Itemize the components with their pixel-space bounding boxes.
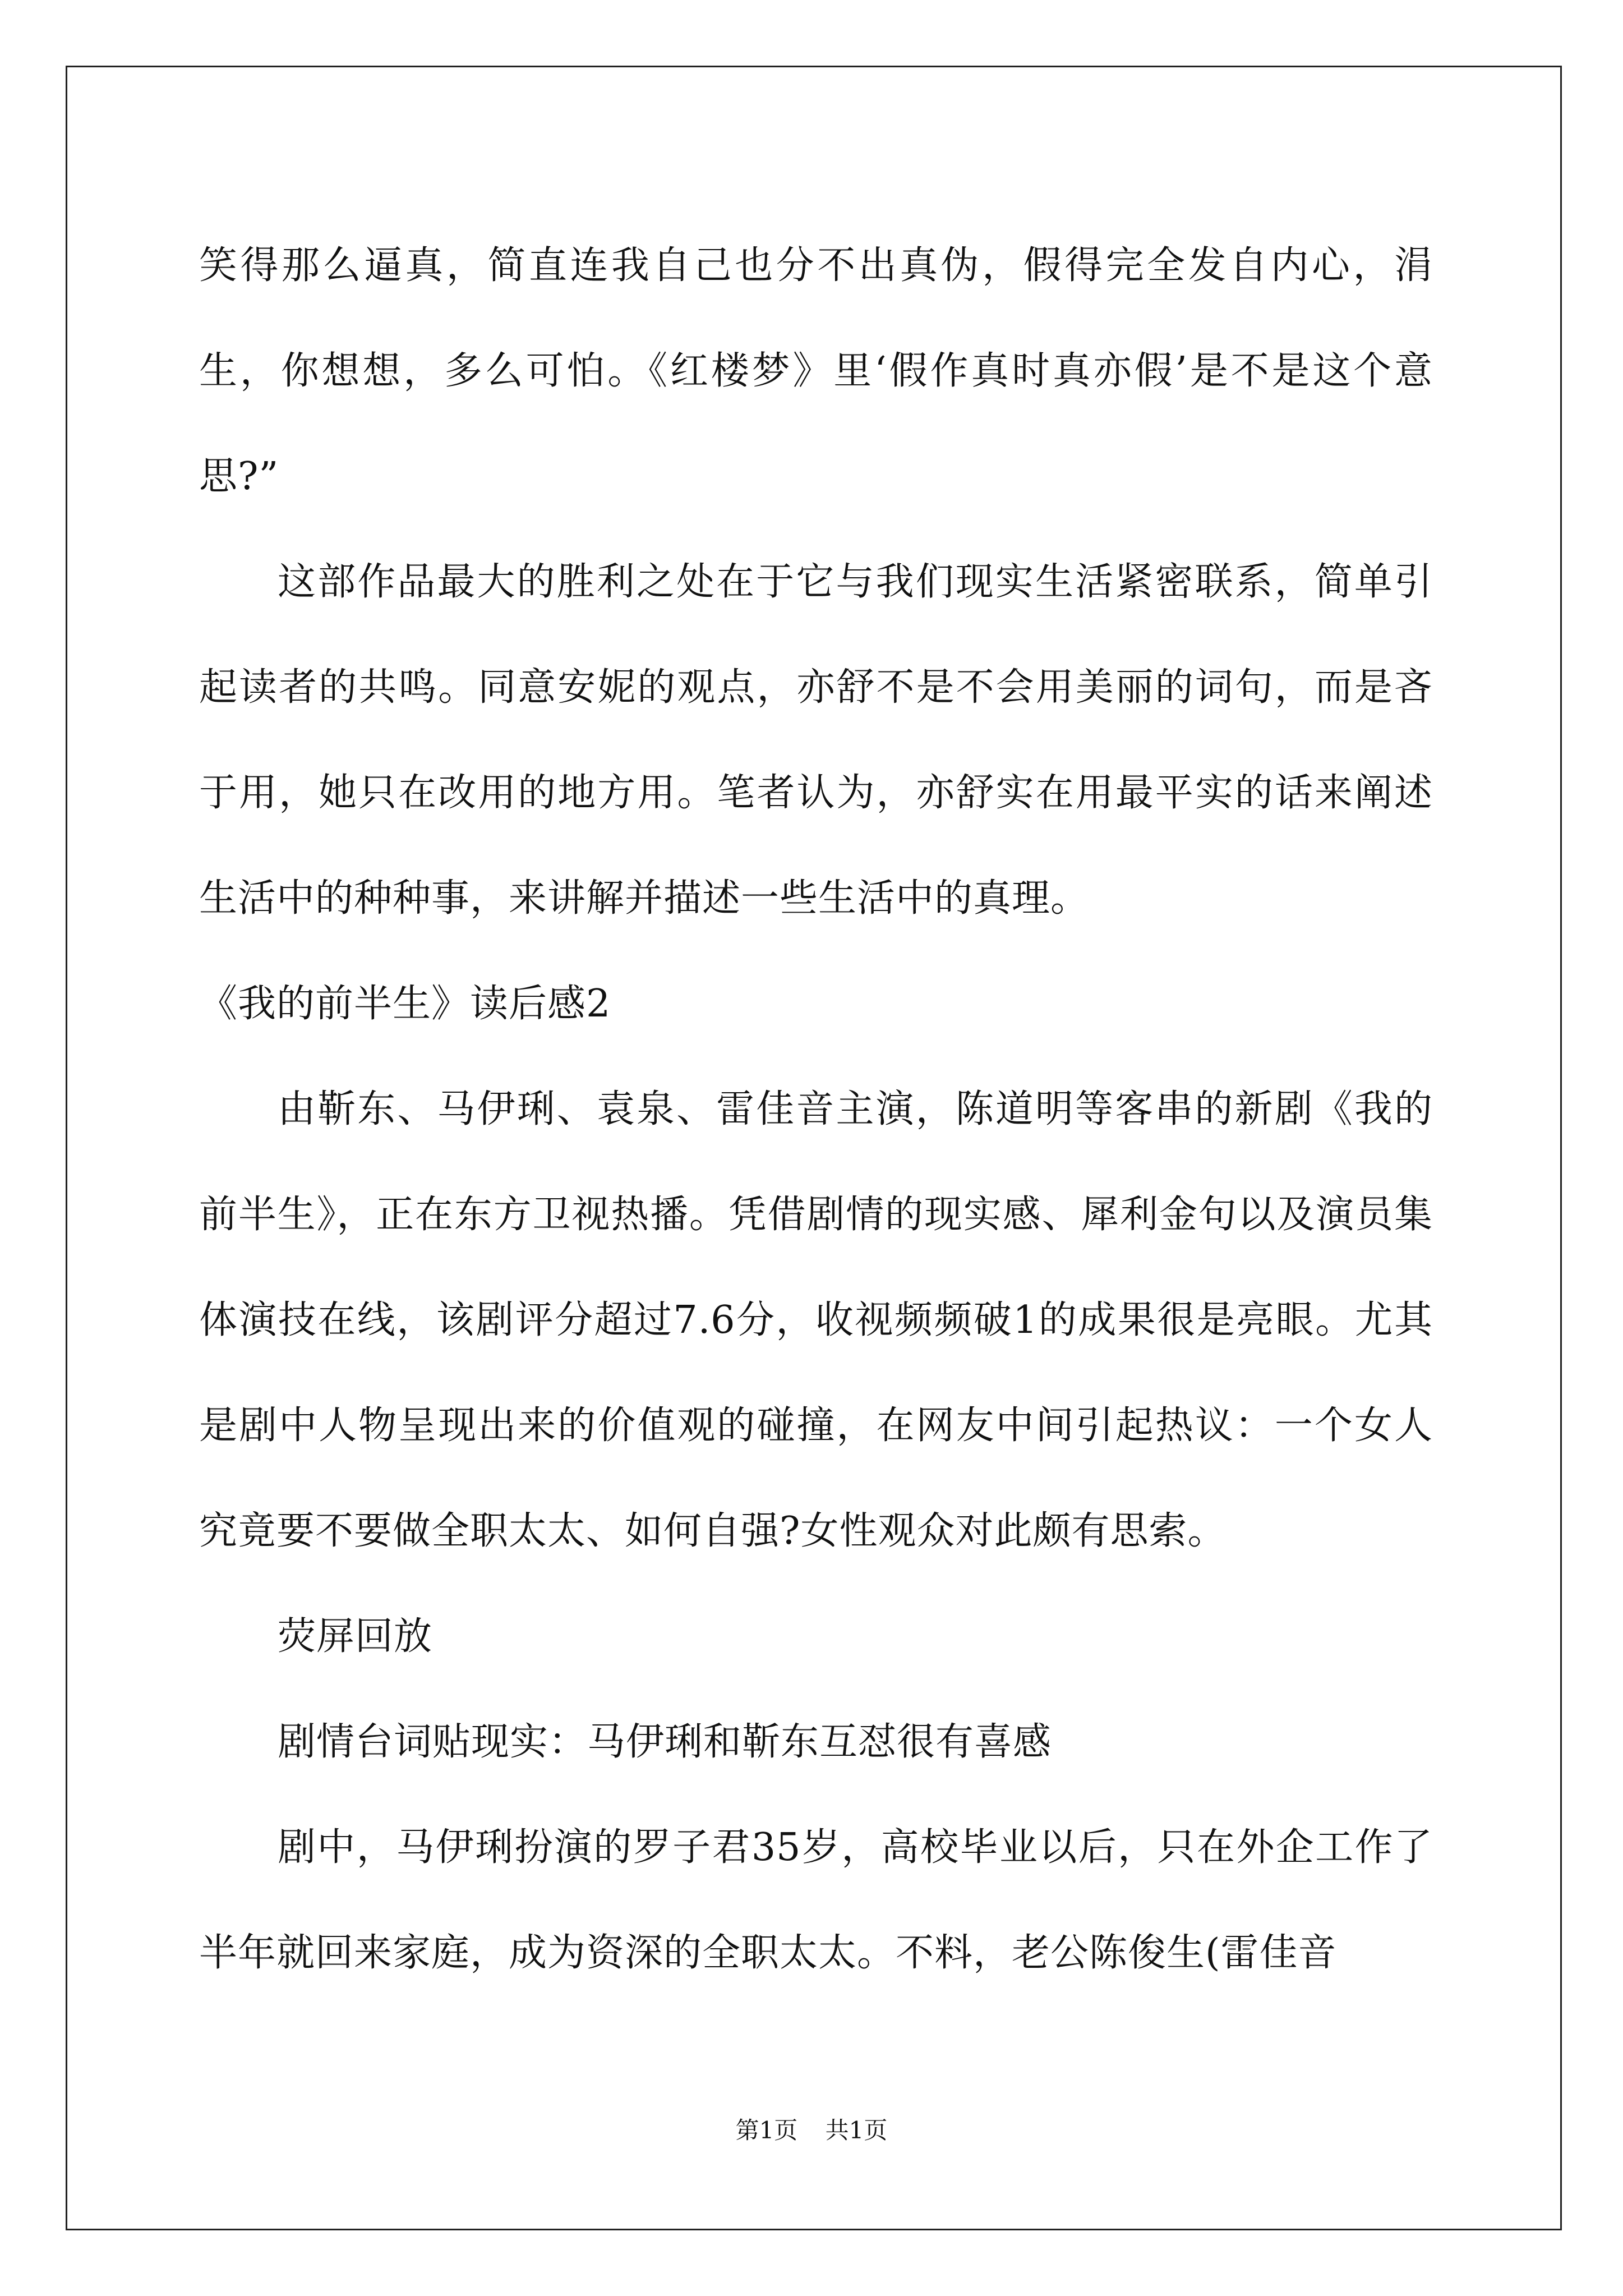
subheading-dialogue: 剧情台词贴现实：马伊琍和靳东互怼很有喜感	[278, 1720, 1052, 1764]
paragraph-commentary: 这部作品最大的胜利之处在于它与我们现实生活紧密联系，简单引起读者的共鸣。同意安妮的观点，亦舒不是不会用美丽的词句，而是吝于用，她只在改用的地方用。笔者认为，亦舒实在用最平实的话来阐述生活中的种种事，来讲解并描述一些生活中的真理。	[199, 560, 1433, 921]
page-footer	[0, 2112, 1623, 2146]
page-number: 第1页	[735, 2116, 798, 2144]
paragraph-quote-continuation: 笑得那么逼真，简直连我自己也分不出真伪，假得完全发自内心，涓生，你想想，多么可怕。《红楼梦》里‘假作真时真亦假’是不是这个意思?”	[199, 243, 1433, 499]
paragraph-plot: 剧中，马伊琍扮演的罗子君35岁，高校毕业以后，只在外企工作了半年就回来家庭，成为资深的全职太太。不料，老公陈俊生(雷佳音	[199, 1825, 1433, 1975]
section-heading: 《我的前半生》读后感2	[199, 982, 611, 1026]
subheading-screen-review: 荧屏回放	[278, 1614, 433, 1659]
document-body	[199, 213, 1433, 2006]
page-total: 共1页	[825, 2116, 888, 2144]
paragraph-drama-intro: 由靳东、马伊琍、袁泉、雷佳音主演，陈道明等客串的新剧《我的前半生》，正在东方卫视热播。凭借剧情的现实感、犀利金句以及演员集体演技在线，该剧评分超过7.6分，收视频频破1的成果很是亮眼。尤其是剧中人物呈现出来的价值观的碰撞，在网友中间引起热议：一个女人究竟要不要做全职太太、如何自强?女性观众对此颇有思索。	[199, 1087, 1433, 1553]
